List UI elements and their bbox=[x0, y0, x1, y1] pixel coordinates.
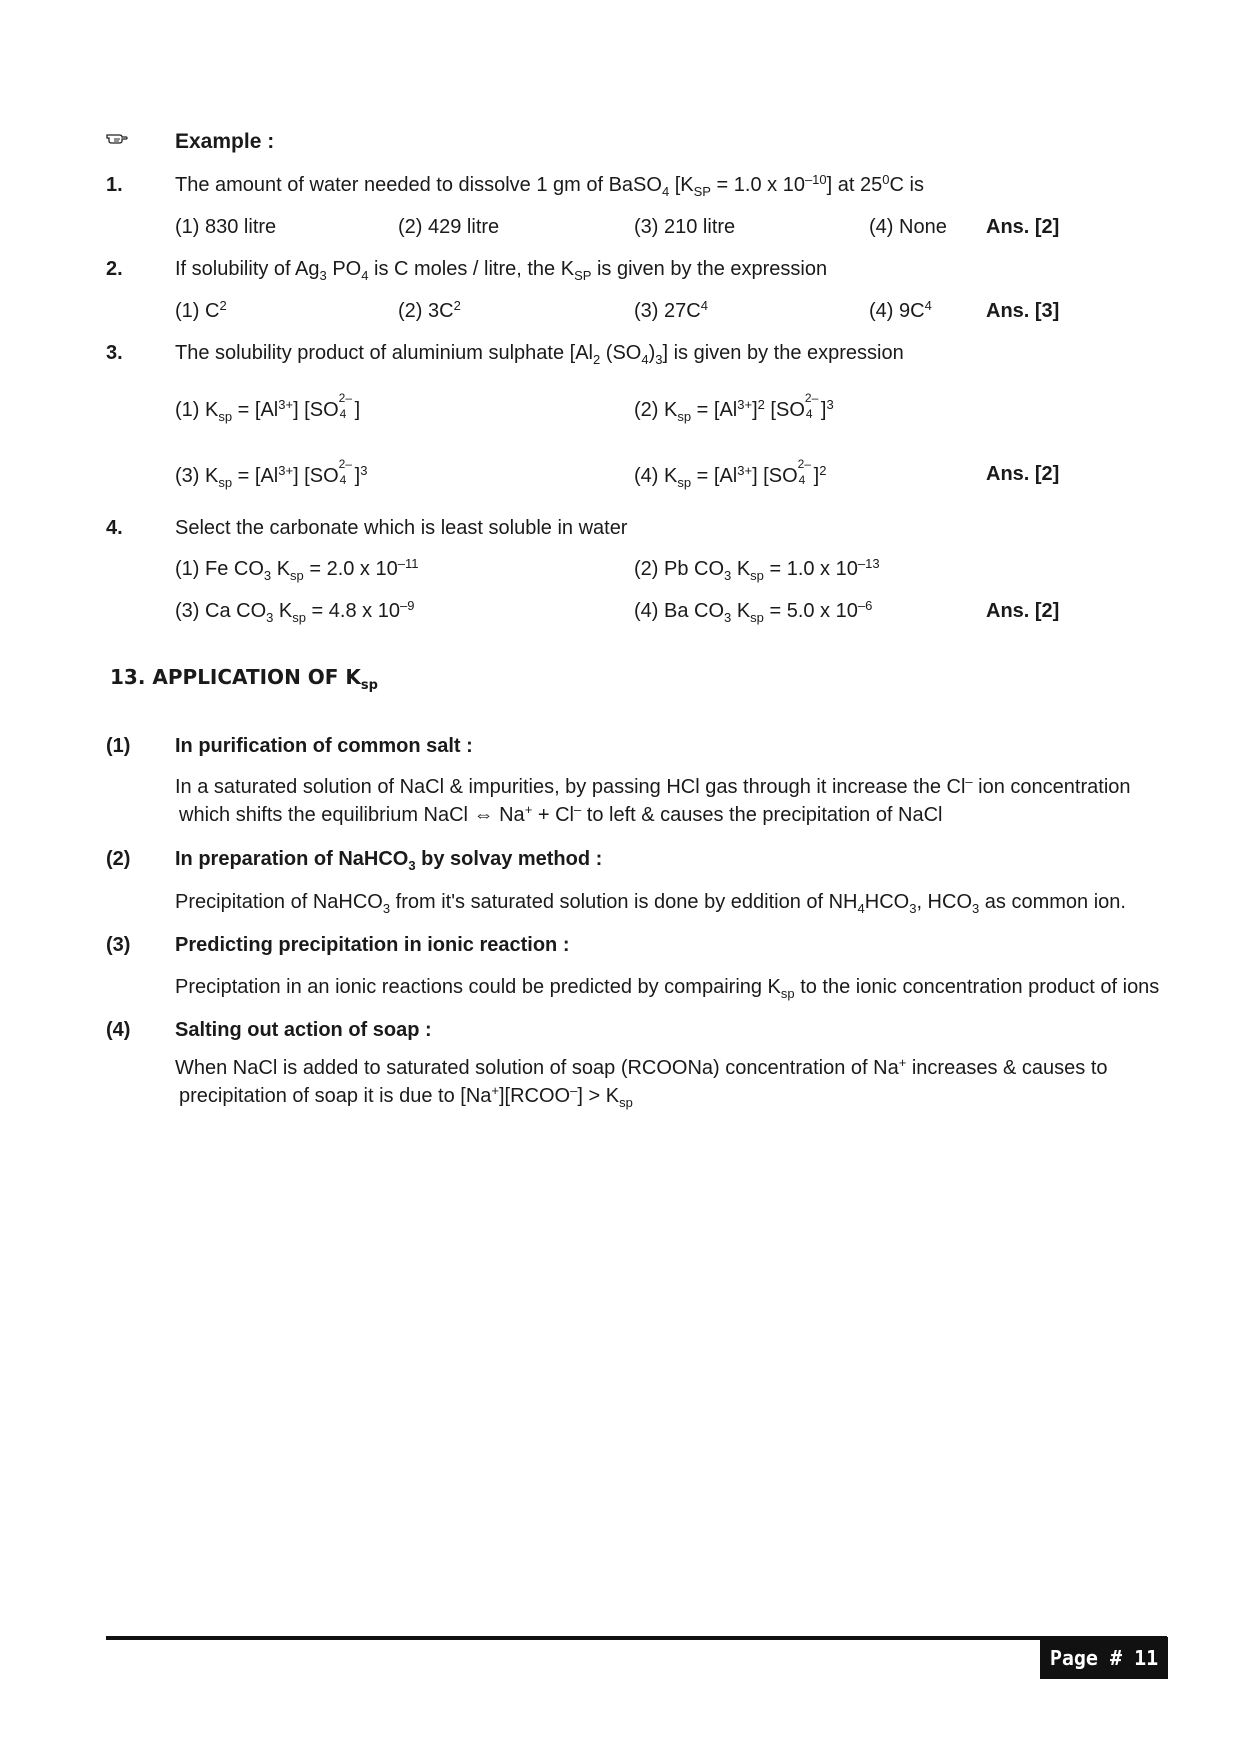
q3-answer: Ans. [2] bbox=[986, 463, 1060, 485]
q1-option-3: (3) 210 litre bbox=[634, 216, 736, 238]
q2-option-4: (4) $9C^4$ bbox=[869, 297, 932, 322]
footer-rule bbox=[106, 1636, 1167, 1640]
q1-option-2: (2) 429 litre bbox=[398, 216, 500, 238]
application-4-line-2: precipitation of soap it is due to [Na+][RCOO–] > $K_{sp}$ bbox=[179, 1082, 633, 1110]
q1-option-4: (4) None bbox=[869, 216, 947, 238]
application-4-heading: Salting out action of soap : bbox=[175, 1019, 432, 1041]
q2-option-3: (3) $27C^4$ bbox=[634, 297, 708, 322]
pointing-hand-icon bbox=[106, 131, 128, 145]
application-number-1: (1) bbox=[106, 735, 131, 757]
q3-option-4: (4) $K_{sp} = [Al^{3+}]$ [SO 2– 4 ]$^2$ bbox=[634, 457, 827, 490]
application-1-line-1: In a saturated solution of NaCl & impurities, by passing HCl gas through it increase the Cl– ion concentration bbox=[175, 773, 1131, 798]
q4-answer: Ans. [2] bbox=[986, 600, 1060, 622]
page-number: Page # 11 bbox=[1040, 1637, 1168, 1679]
question-1-text: The amount of water needed to dissolve 1 gm of BaSO$_4$ [$K_{SP} = 1.0$ x $10^{-10}$] at $25^0C$ is bbox=[175, 171, 924, 199]
q1-option-1: (1) 830 litre bbox=[175, 216, 277, 238]
q4-option-2: (2) Pb $CO_3$ $K_{sp} = 1.0$ x $10^{-13}$ bbox=[634, 555, 880, 583]
application-4-line-1: When NaCl is added to saturated solution of soap (RCOONa) concentration of Na+ increases & causes to bbox=[175, 1054, 1108, 1079]
application-3-line-1: Preciptation in an ionic reactions could be predicted by compairing $K_{sp}$ to the ionic concentration product of ions bbox=[175, 976, 1160, 1001]
application-2-heading: In preparation of NaHCO$_3$ by solvay method : bbox=[175, 848, 603, 873]
q2-option-2: (2) $3C^2$ bbox=[398, 297, 461, 322]
application-number-2: (2) bbox=[106, 848, 131, 870]
q4-option-1: (1) Fe $CO_3$ $K_{sp} = 2.0$ x $10^{-11}$ bbox=[175, 555, 419, 583]
application-number-4: (4) bbox=[106, 1019, 131, 1041]
application-3-heading: Predicting precipitation in ionic reaction : bbox=[175, 934, 570, 956]
application-2-line-1: Precipitation of NaHCO$_3$ from it's saturated solution is done by eddition of $NH_4HCO_3$, $HCO_3$ as common ion. bbox=[175, 891, 1126, 916]
q4-option-3: (3) Ca $CO_3$ $K_{sp} = 4.8$ x $10^{-9}$ bbox=[175, 597, 415, 625]
application-number-3: (3) bbox=[106, 934, 131, 956]
section-heading: 13. APPLICATION OF $K_{sp}$ bbox=[110, 665, 378, 693]
question-3-text: The solubility product of aluminium sulphate [$Al_2$ $(SO_4)_3$] is given by the expression bbox=[175, 342, 904, 367]
question-number-4: 4. bbox=[106, 517, 123, 539]
question-number-3: 3. bbox=[106, 342, 123, 364]
application-1-line-2: which shifts the equilibrium NaCl ⇔ Na+ + Cl– to left & causes the precipitation of NaCl bbox=[179, 801, 943, 826]
example-label: Example : bbox=[175, 130, 275, 153]
question-number-2: 2. bbox=[106, 258, 123, 280]
q3-option-1: (1) $K_{sp} = [Al^{3+}]$ [SO 2– 4 ] bbox=[175, 391, 361, 424]
q3-option-2: (2) $K_{sp} = [Al^{3+}]^2$ [SO 2– 4 ]$^3$ bbox=[634, 391, 834, 424]
q4-option-4: (4) Ba $CO_3$ $K_{sp} = 5.0$ x $10^{-6}$ bbox=[634, 597, 873, 625]
q3-option-3: (3) $K_{sp} = [Al^{3+}]$ [SO 2– 4 ]$^3$ bbox=[175, 457, 368, 490]
application-1-heading: In purification of common salt : bbox=[175, 735, 473, 757]
q1-answer: Ans. [2] bbox=[986, 216, 1060, 238]
question-2-text: If solubility of $Ag_3$ $PO_4$ is C moles / litre, the $K_{SP}$ is given by the expression bbox=[175, 258, 828, 283]
q2-answer: Ans. [3] bbox=[986, 300, 1060, 322]
question-4-text: Select the carbonate which is least soluble in water bbox=[175, 517, 628, 539]
question-number-1: 1. bbox=[106, 174, 123, 196]
q2-option-1: (1) $C^2$ bbox=[175, 297, 227, 322]
